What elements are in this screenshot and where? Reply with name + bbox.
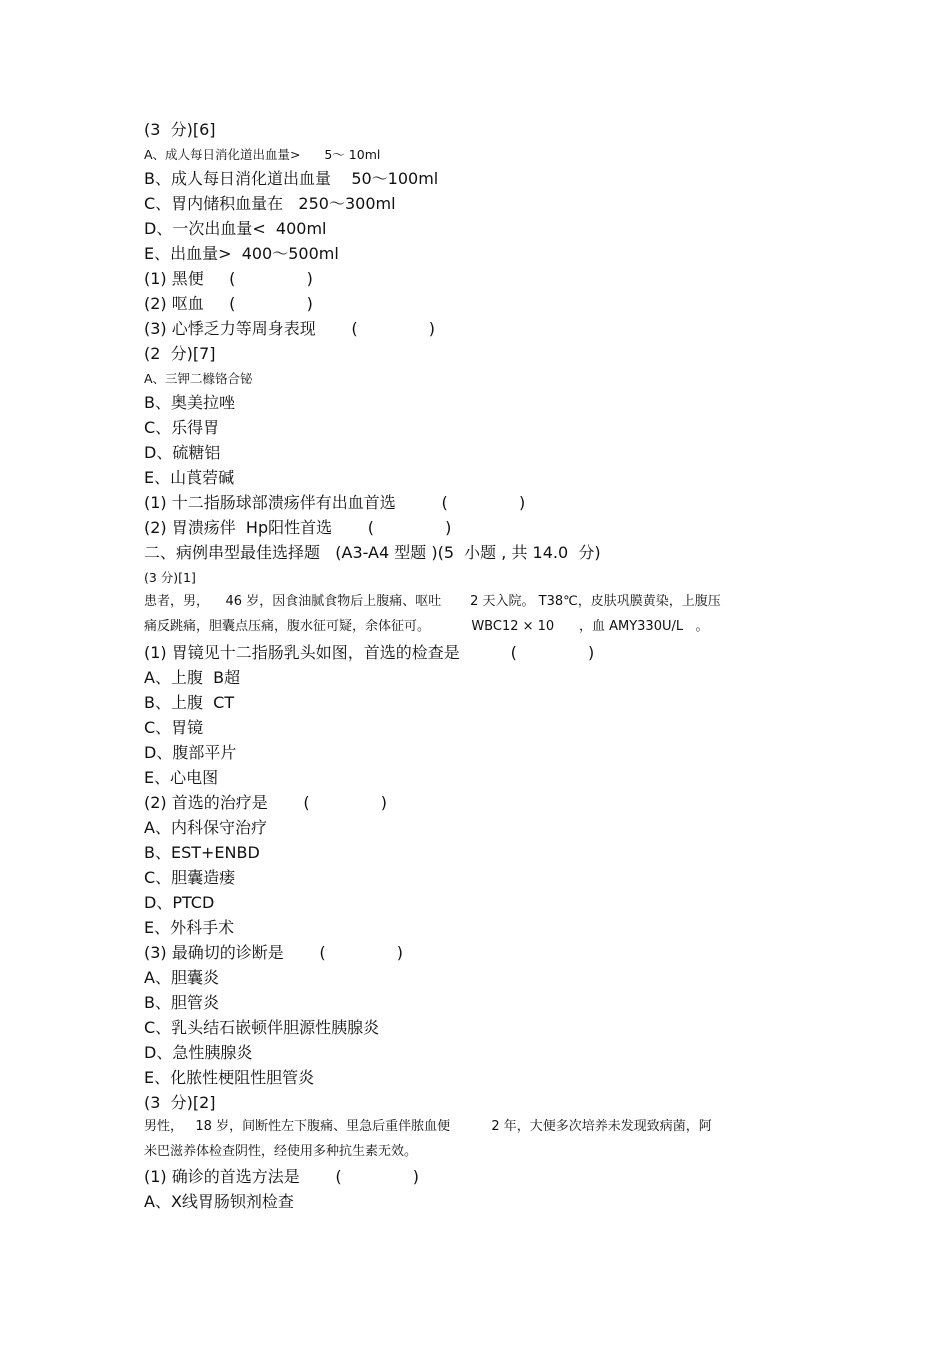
case-description-line-2: 米巴滋养体检查阴性，经使用多种抗生素无效。 <box>144 1144 418 1159</box>
option-c: C、乐得胃 <box>144 418 220 437</box>
case-description-line-2: 痛反跳痛，胆囊点压痛，腹水征可疑，余体征可。 WBC12 × 10 ，血 AMY330U/L 。 <box>144 619 709 634</box>
sub-question-3: (3) 最确切的诊断是 ( ) <box>144 943 404 962</box>
option-c: C、胆囊造瘘 <box>144 868 236 887</box>
option-d: D、一次出血量< 400ml <box>144 219 327 238</box>
case-header-2: (3 分)[2] <box>144 1093 216 1112</box>
sub-question-1: (1) 胃镜见十二指肠乳头如图，首选的检查是 ( ) <box>144 643 595 662</box>
option-a: A、上腹 B超 <box>144 668 241 687</box>
option-d: D、腹部平片 <box>144 743 237 762</box>
option-c: C、胃内储积血量在 250～300ml <box>144 194 396 213</box>
option-e: E、山莨菪碱 <box>144 468 235 487</box>
option-d: D、急性胰腺炎 <box>144 1043 253 1062</box>
section-heading: 二、病例串型最佳选择题 (A3-A4 型题 )(5 小题 , 共 14.0 分) <box>144 543 601 562</box>
case-description-line-1: 患者，男， 46 岁，因食油腻食物后上腹痛、呕吐 2 天入院。 T38℃，皮肤巩膜黄染，上腹压 <box>144 594 721 609</box>
sub-question-1: (1) 黑便 ( ) <box>144 269 313 288</box>
option-e: E、出血量> 400～500ml <box>144 244 339 263</box>
option-a: A、内科保守治疗 <box>144 818 267 837</box>
sub-question-1: (1) 确诊的首选方法是 ( ) <box>144 1167 420 1186</box>
option-b: B、EST+ENBD <box>144 843 260 862</box>
option-c: C、胃镜 <box>144 718 204 737</box>
option-b: B、奥美拉唑 <box>144 393 235 412</box>
option-e: E、外科手术 <box>144 918 235 937</box>
option-d: D、PTCD <box>144 893 215 912</box>
sub-question-2: (2) 首选的治疗是 ( ) <box>144 793 388 812</box>
option-b: B、成人每日消化道出血量 50～100ml <box>144 169 439 188</box>
option-a: A、胆囊炎 <box>144 968 219 987</box>
sub-question-3: (3) 心悸乏力等周身表现 ( ) <box>144 319 436 338</box>
option-b: B、胆管炎 <box>144 993 219 1012</box>
sub-question-1: (1) 十二指肠球部溃疡伴有出血首选 ( ) <box>144 493 526 512</box>
option-a: A、成人每日消化道出血量> 5～ 10ml <box>144 147 381 162</box>
option-a: A、X线胃肠钡剂检查 <box>144 1192 294 1211</box>
option-b: B、上腹 CT <box>144 693 235 712</box>
case-description-line-1: 男性， 18 岁，间断性左下腹痛、里急后重伴脓血便 2 年，大便多次培养未发现致病菌，阿 <box>144 1119 712 1134</box>
option-e: E、心电图 <box>144 768 219 787</box>
sub-question-2: (2) 呕血 ( ) <box>144 294 313 313</box>
question-header-7: (2 分)[7] <box>144 344 216 363</box>
sub-question-2: (2) 胃溃疡伴 Hp阳性首选 ( ) <box>144 518 452 537</box>
option-c: C、乳头结石嵌顿伴胆源性胰腺炎 <box>144 1018 380 1037</box>
question-header-6: (3 分)[6] <box>144 120 216 139</box>
case-header-1: (3 分)[1] <box>144 570 196 585</box>
option-e: E、化脓性梗阻性胆管炎 <box>144 1068 315 1087</box>
option-d: D、硫糖铝 <box>144 443 221 462</box>
option-a: A、三钾二橼铬合铋 <box>144 371 253 386</box>
